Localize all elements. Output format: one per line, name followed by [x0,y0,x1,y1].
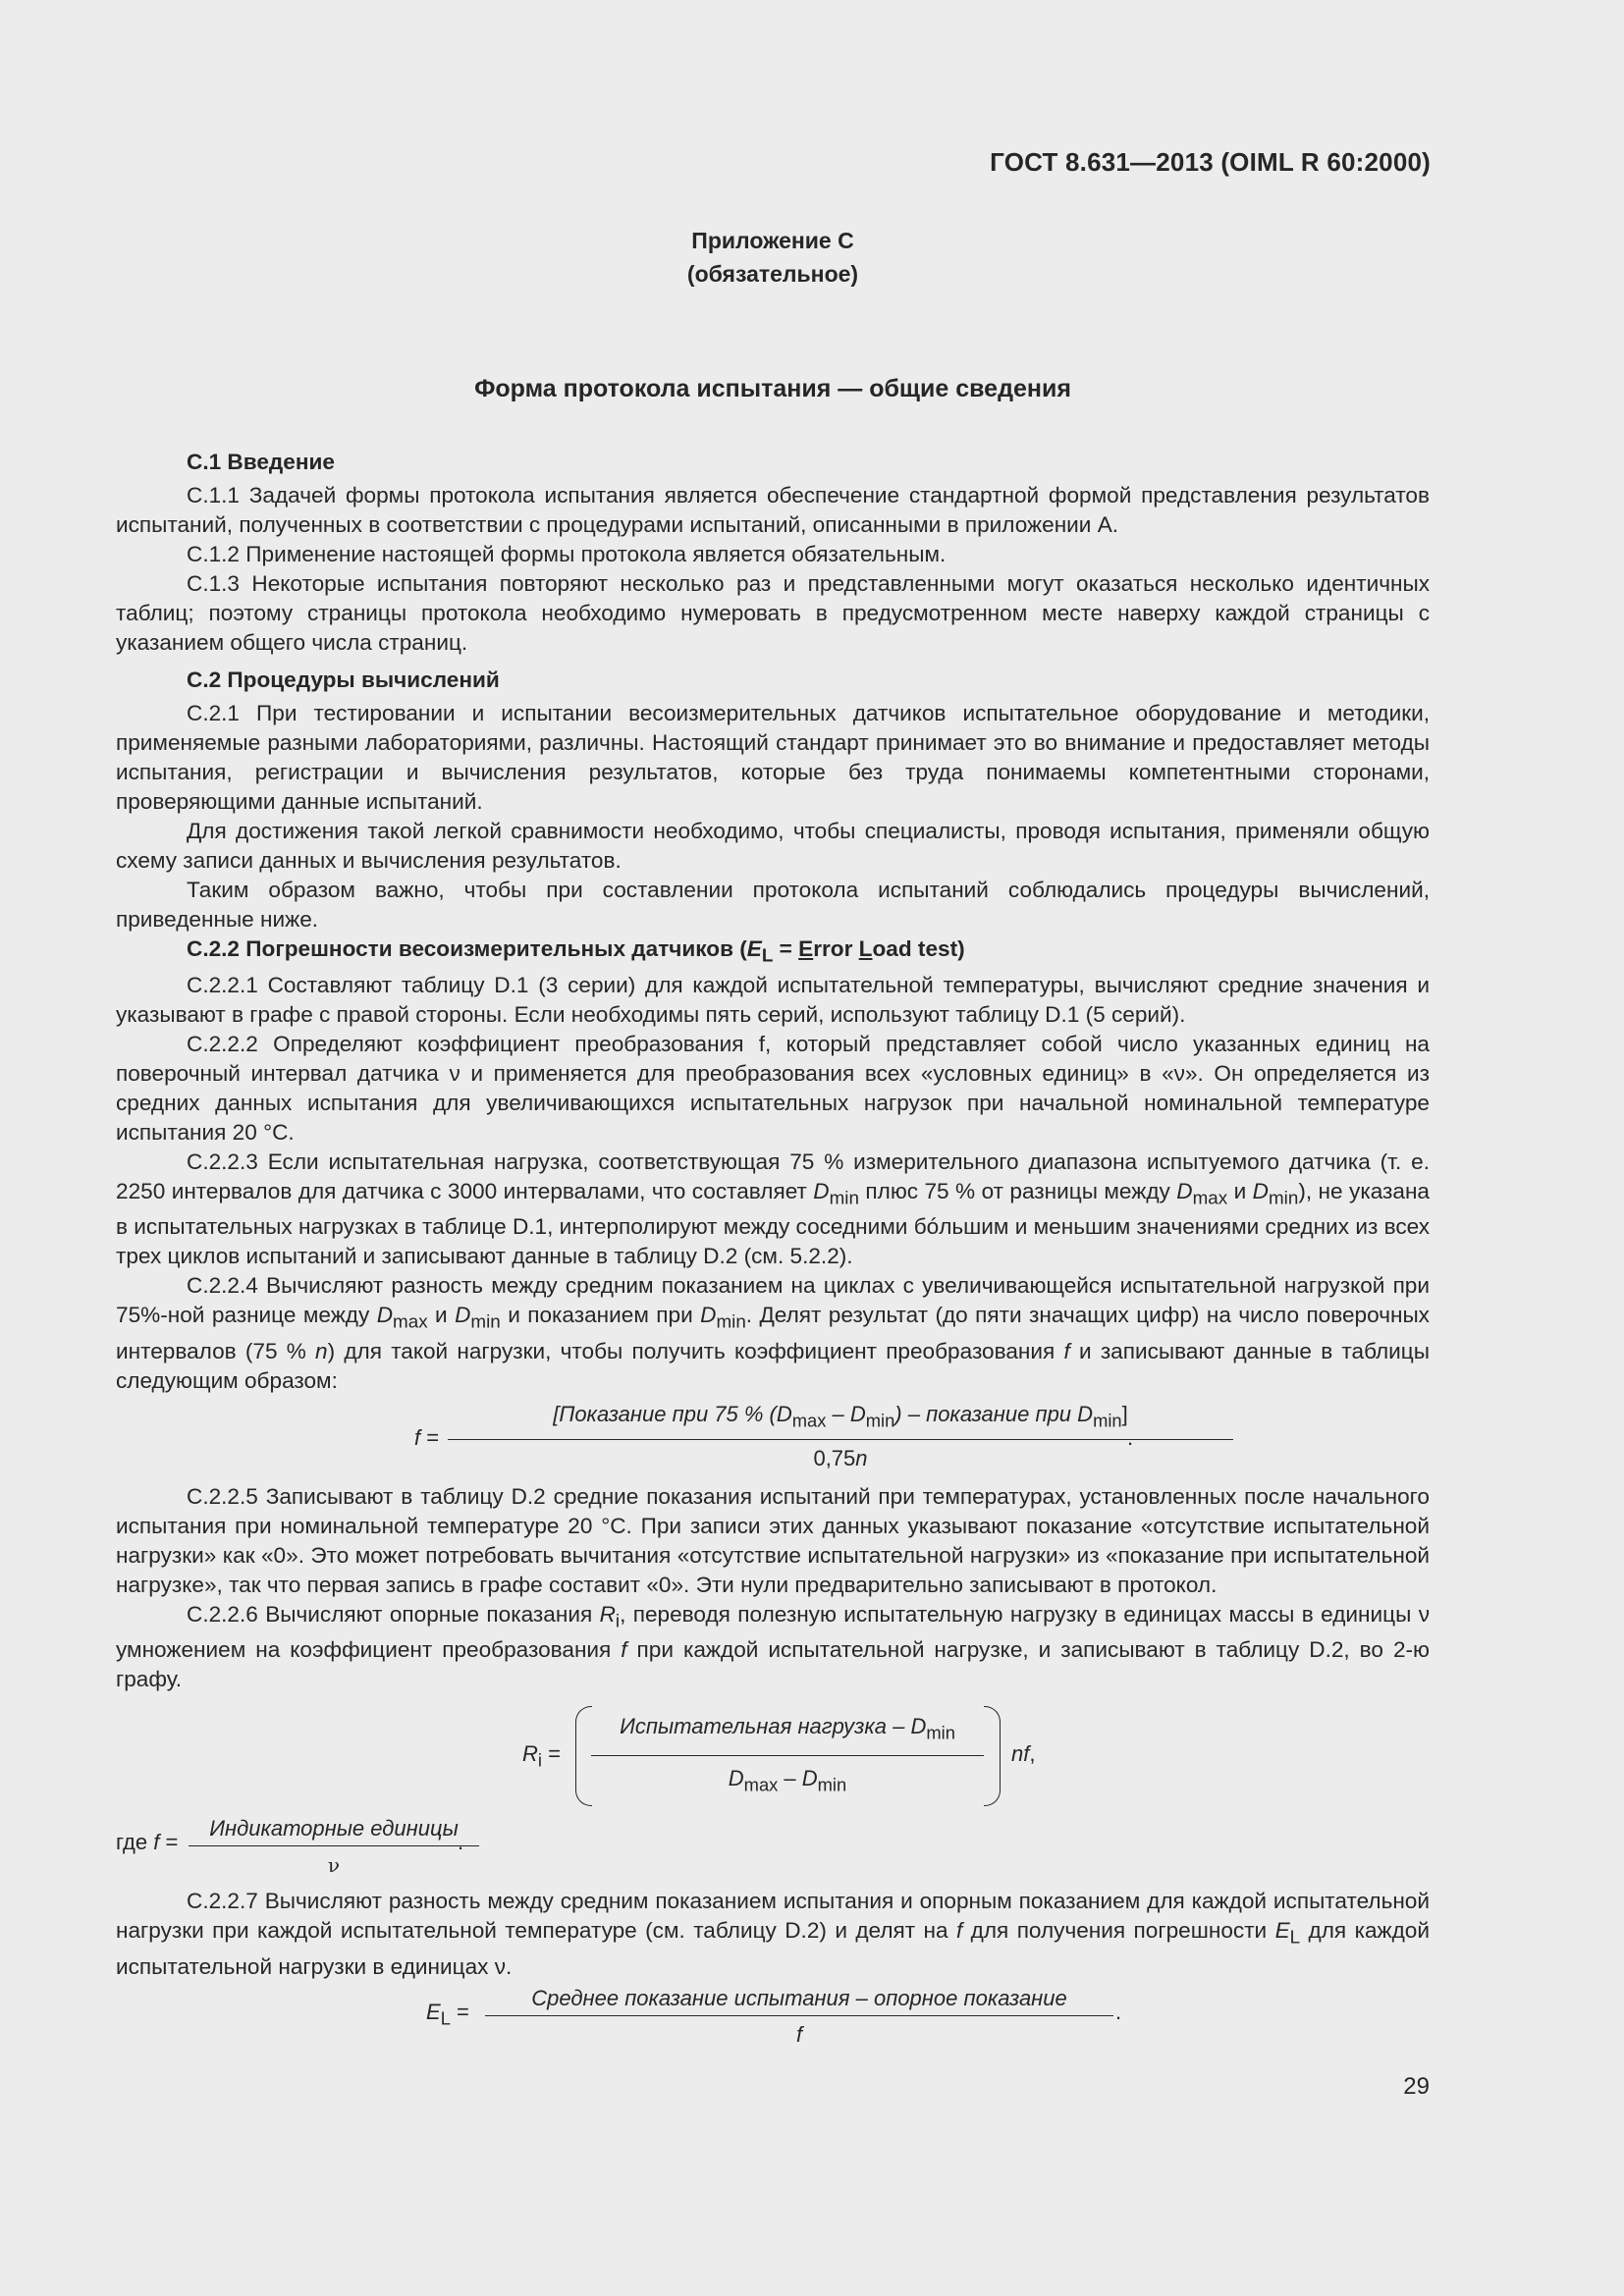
appendix-heading [0,224,1545,291]
para-c1-1: С.1.1 Задачей формы протокола испытания является обеспечение стандартной формой представления результатов испытаний, полученных в соответствии с процедурами испытаний, описанными в приложении А. [116,483,1430,537]
formula-fraction [448,1400,1233,1473]
para-c2-2-1: С.2.2.1 Составляют таблицу D.1 (3 серии) для каждой испытательной температуры, вычисляют средние значения и указывают в графе с правой стороны. Если необходимы пять серий, используют таблицу D.1 (5 серий). [116,972,1430,1027]
para-c1-3: С.1.3 Некоторые испытания повторяют несколько раз и представленными могут оказаться несколько идентичных таблиц; поэтому страницы протокола необходимо нумеровать в предусмотренном месте наверху каждой страницы с указанием общего числа страниц. [116,571,1430,655]
left-paren [575,1706,592,1806]
formula-conversion-factor: f = [Показание при 75 % $(D_{max} - D_{min})$ – показание при $D_{min}$] 0,75n . [116,1400,1430,1472]
document-body [116,448,1430,2056]
section-c1-heading: С.1 Введение [187,450,335,474]
formula-denominator: f [795,2021,803,2047]
appendix-subtitle: (обязательное) [686,261,859,287]
formula-denominator: $D_{max} - D_{min}$ [728,1766,847,1795]
formula-numerator: [Показание при 75 % $(D_{max} - D_{min})$ – показание при $D_{min}$] [448,1400,1233,1440]
subsection-c2-2-heading: С.2.2 Погрешности весоизмерительных датчиков ($E_L$ = Error Load test) [187,936,965,966]
formula-f-definition: где f = Индикаторные единицы ν . [116,1814,1430,1877]
para-c2-1-3: Таким образом важно, чтобы при составлении протокола испытаний соблюдались процедуры вычислений, приведенные ниже. [116,878,1430,932]
para-c2-2-4: С.2.2.4 Вычисляют разность между средним показанием на циклах с увеличивающейся испытательной нагрузкой при 75%-ной разнице между $D_{max}$ и $D_{min}$ и показанием при $D_{min}$. Делят результат (до пяти значащих цифр) на число поверочных интервалов (75 % n) для такой нагрузки, чтобы получить коэффициент преобразования f и записывают данные в таблицы следующим образом: [116,1273,1430,1393]
formula-fraction [591,1712,984,1800]
page-number: 29 [1403,2073,1430,2100]
formula-denominator: ν [327,1853,341,1878]
para-c2-2-5: С.2.2.5 Записывают в таблицу D.2 средние показания испытаний при температурах, установленных после начального испытания при номинальной температуре 20 °С. При записи этих данных указывают показание «отсутствие испытательной нагрузки» как «0». Это может потребовать вычитания «отсутствие испытательной нагрузки» из «показание при испытательной нагрузке», так что первая запись в графе составит «0». Эти нули предварительно записывают в протокол. [116,1483,1430,1597]
formula-numerator: Испытательная нагрузка – $D_{min}$ [591,1712,984,1756]
formula-reference-reading: $R_i$ = Испытательная нагрузка – $D_{min}$ $D_{max} - D_{min}$ nf, [116,1706,1430,1812]
para-c2-2-3: С.2.2.3 Если испытательная нагрузка, соответствующая 75 % измерительного диапазона испытуемого датчика (т. е. 2250 интервалов для датчика с 3000 интервалами, что составляет $D_{min}$ плюс 75 % от разницы между $D_{max}$ и $D_{min}$), не указана в испытательных нагрузках в таблице D.1, интерполируют между соседними бóльшим и меньшим значениями средних из всех трех циклов испытаний и записывают данные в таблицу D.2 (см. 5.2.2). [116,1148,1430,1269]
para-c2-2-7: С.2.2.7 Вычисляют разность между средним показанием испытания и опорным показанием для каждой испытательной нагрузки при каждой испытательной температуре (см. таблицу D.2) и делят на f для получения погрешности $E_L$ для каждой испытательной нагрузки в единицах ν. [116,1889,1430,1979]
formula-error: $E_L$ = Среднее показание испытания – опорное показание f . [116,1984,1430,2047]
para-c2-1-2: Для достижения такой легкой сравнимости необходимо, чтобы специалисты, проводя испытания, применяли общую схему записи данных и вычисления результатов. [116,819,1430,873]
formula-numerator: Индикаторные единицы [189,1814,479,1846]
formula-numerator: Среднее показание испытания – опорное показание [485,1984,1113,2016]
para-c2-2-6: С.2.2.6 Вычисляют опорные показания $R_i$, переводя полезную испытательную нагрузку в единицах массы в единицы ν умножением на коэффициент преобразования f при каждой испытательной нагрузке, и записывают в таблицу D.2, во 2-ю графу. [116,1601,1431,1692]
para-c1-2: С.1.2 Применение настоящей формы протокола является обязательным. [187,542,947,566]
main-title: Форма протокола испытания — общие сведения [474,375,1071,402]
appendix-title: Приложение С [691,228,854,253]
formula-fraction [485,1984,1113,2050]
right-paren [984,1706,1001,1806]
formula-denominator: 0,75n [813,1445,868,1470]
standard-header: ГОСТ 8.631—2013 (OIML R 60:2000) [990,147,1431,177]
para-c2-1: С.2.1 При тестировании и испытании весоизмерительных датчиков испытательное оборудование и методики, применяемые разными лабораториями, различны. Настоящий стандарт принимает это во внимание и предоставляет методы испытания, регистрации и вычисления результатов, которые без труда понимаемы компетентными сторонами, проверяющими данные испытаний. [116,701,1430,814]
para-c2-2-2: С.2.2.2 Определяют коэффициент преобразования f, который представляет собой число указанных единиц на поверочный интервал датчика ν и применяется для преобразования всех «условных единиц» в «ν». Он определяется из средних данных испытания для увеличивающихся испытательных нагрузок при начальной номинальной температуре испытания 20 °С. [116,1031,1430,1145]
section-c2-heading: С.2 Процедуры вычислений [187,667,500,692]
formula-fraction [189,1814,479,1880]
